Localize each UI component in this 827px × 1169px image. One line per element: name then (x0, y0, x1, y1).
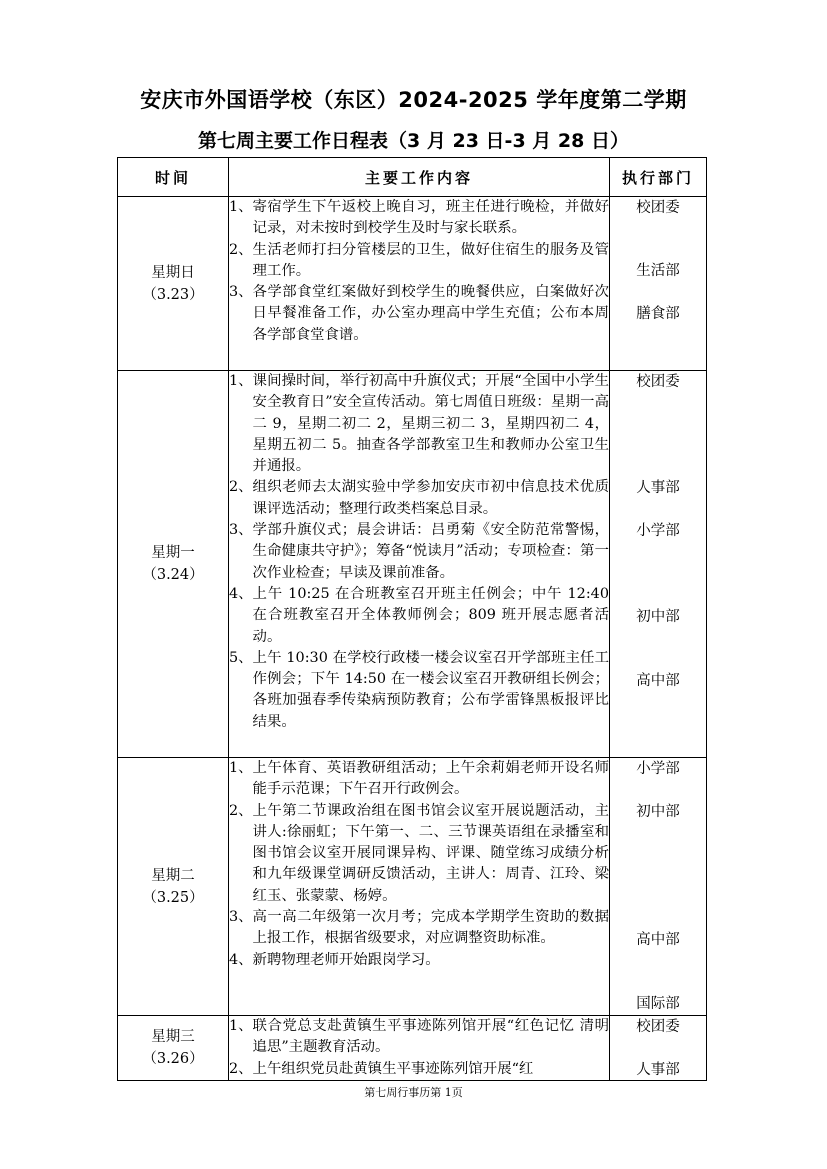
dept-label: 人事部 (636, 480, 680, 496)
dept-label: 国际部 (636, 996, 680, 1012)
item-text: 组织老师去太湖实验中学参加安庆市初中信息技术优质课评选活动；整理行政类档案总目录。 (252, 479, 609, 517)
day-date: （3.26） (142, 1050, 204, 1067)
item-text: 各学部食堂红案做好到校学生的晚餐供应，白案做好次日早餐准备工作，办公室办理高中学生充值；公布本周各学部食堂食谱。 (252, 284, 609, 343)
dept-label: 生活部 (636, 263, 680, 279)
list-item (229, 1059, 609, 1080)
day-name: 星期三 (151, 1028, 195, 1045)
item-text: 生活老师打扫分管楼层的卫生，做好住宿生的服务及管理工作。 (252, 241, 609, 279)
header-content: 主要工作内容 (229, 158, 610, 197)
item-number: 2、 (229, 241, 253, 258)
day-row-sunday (118, 197, 707, 371)
dept-label: 初中部 (636, 609, 680, 625)
dept-label: 校团委 (636, 1019, 680, 1035)
item-text: 上午 10:30 在学校行政楼一楼会议室召开学部班主任工作例会；下午 14:50 在一楼会议室召开教研组长例会；各班加强春季传染病预防教育；公布学雷锋黑板报评比结果。 (252, 649, 609, 730)
item-number: 2、 (229, 1060, 253, 1077)
item-number: 1、 (229, 760, 253, 776)
dept-cell (610, 371, 707, 758)
header-dept: 执行部门 (610, 158, 707, 197)
list-item (229, 950, 609, 971)
schedule-table (117, 157, 707, 1081)
day-name: 星期二 (151, 867, 195, 884)
day-cell (118, 758, 229, 1016)
items-cell (229, 197, 610, 371)
dept-label: 高中部 (636, 932, 680, 948)
day-cell (118, 371, 229, 758)
list-item (229, 758, 609, 801)
item-number: 2、 (229, 479, 253, 496)
items-cell (229, 371, 610, 758)
item-number: 3、 (229, 284, 253, 301)
item-number: 1、 (229, 199, 253, 215)
dept-cell (610, 1016, 707, 1081)
day-row-wednesday (118, 1016, 707, 1081)
list-item (229, 197, 609, 240)
list-item (229, 584, 609, 648)
dept-cell (610, 758, 707, 1016)
day-name: 星期一 (151, 545, 195, 561)
item-number: 5、 (229, 649, 253, 666)
item-text: 上午 10:25 在合班教室召开班主任例会；中午 12:40 在合班教室召开全体教师例会；809 班开展志愿者活动。 (252, 585, 609, 645)
day-cell (118, 1016, 229, 1081)
item-number: 4、 (229, 585, 253, 602)
item-text: 新聘物理老师开始跟岗学习。 (252, 951, 440, 968)
item-text: 课间操时间，举行初高中升旗仪式；开展“全国中小学生安全教育日”安全宣传活动。第七周值日班级：星期一高二 9，星期二初二 2，星期三初二 3，星期四初二 4，星期五初二 5。抽查各学部教室卫生和教师办公室卫生并通报。 (252, 373, 609, 475)
dept-label: 高中部 (636, 673, 680, 689)
dept-label: 膳食部 (636, 306, 680, 322)
day-date: （3.25） (142, 889, 204, 906)
list-item (229, 1016, 609, 1059)
item-text: 上午体育、英语教研组活动；上午余莉娟老师开设名师能手示范课；下午召开行政例会。 (252, 760, 609, 798)
item-number: 2、 (229, 802, 253, 819)
list-item (229, 371, 609, 477)
list-item (229, 477, 609, 520)
day-row-tuesday (118, 758, 707, 1016)
dept-label: 小学部 (636, 523, 680, 539)
item-number: 1、 (229, 1018, 253, 1034)
list-item (229, 520, 609, 584)
list-item (229, 240, 609, 283)
dept-label: 校团委 (636, 374, 680, 390)
item-text: 上午组织党员赴黄镇生平事迹陈列馆开展“红 (252, 1060, 534, 1077)
page-title: 安庆市外国语学校（东区）2024-2025 学年度第二学期 (140, 88, 687, 112)
day-row-monday (118, 371, 707, 758)
item-text: 上午第二节课政治组在图书馆会议室开展说题活动，主讲人:徐丽虹；下午第一、二、三节课英语组在录播室和图书馆会议室开展同课异构、评课、随堂练习成绩分析和九年级课堂调研反馈活动，主讲人：周青、江玲、梁红玉、张蒙蒙、杨婷。 (252, 802, 609, 904)
items-cell (229, 758, 610, 1016)
page-footer: 第七周行事历第 1页 (364, 1086, 463, 1099)
list-item (229, 907, 609, 950)
header-row (118, 158, 707, 197)
dept-label: 初中部 (636, 804, 680, 820)
day-date: （3.23） (142, 286, 204, 303)
day-cell (118, 197, 229, 371)
dept-label: 小学部 (636, 761, 680, 777)
dept-cell (610, 197, 707, 371)
item-number: 3、 (229, 909, 253, 926)
list-item (229, 282, 609, 346)
item-number: 3、 (229, 522, 253, 539)
day-name: 星期日 (151, 264, 195, 281)
header-time: 时间 (118, 158, 229, 197)
dept-label: 校团委 (636, 200, 680, 216)
items-cell (229, 1016, 610, 1081)
item-number: 1、 (229, 373, 253, 389)
list-item (229, 648, 609, 733)
item-text: 联合党总支赴黄镇生平事迹陈列馆开展“红色记忆 清明追思”主题教育活动。 (252, 1018, 609, 1056)
item-number: 4、 (229, 951, 253, 968)
dept-label: 人事部 (636, 1062, 680, 1078)
page-subtitle: 第七周主要工作日程表（3 月 23 日-3 月 28 日） (198, 130, 629, 152)
day-date: （3.24） (142, 567, 204, 583)
item-text: 寄宿学生下午返校上晚自习，班主任进行晚检，并做好记录，对未按时到校学生及时与家长联系。 (252, 199, 609, 237)
item-text: 高一高二年级第一次月考；完成本学期学生资助的数据上报工作，根据省级要求，对应调整资助标准。 (252, 909, 609, 947)
list-item (229, 801, 609, 907)
item-text: 学部升旗仪式；晨会讲话：吕勇菊《安全防范常警惕，生命健康共守护》；筹备“悦读月”活动；专项检查：第一次作业检查；早读及课前准备。 (252, 522, 609, 581)
